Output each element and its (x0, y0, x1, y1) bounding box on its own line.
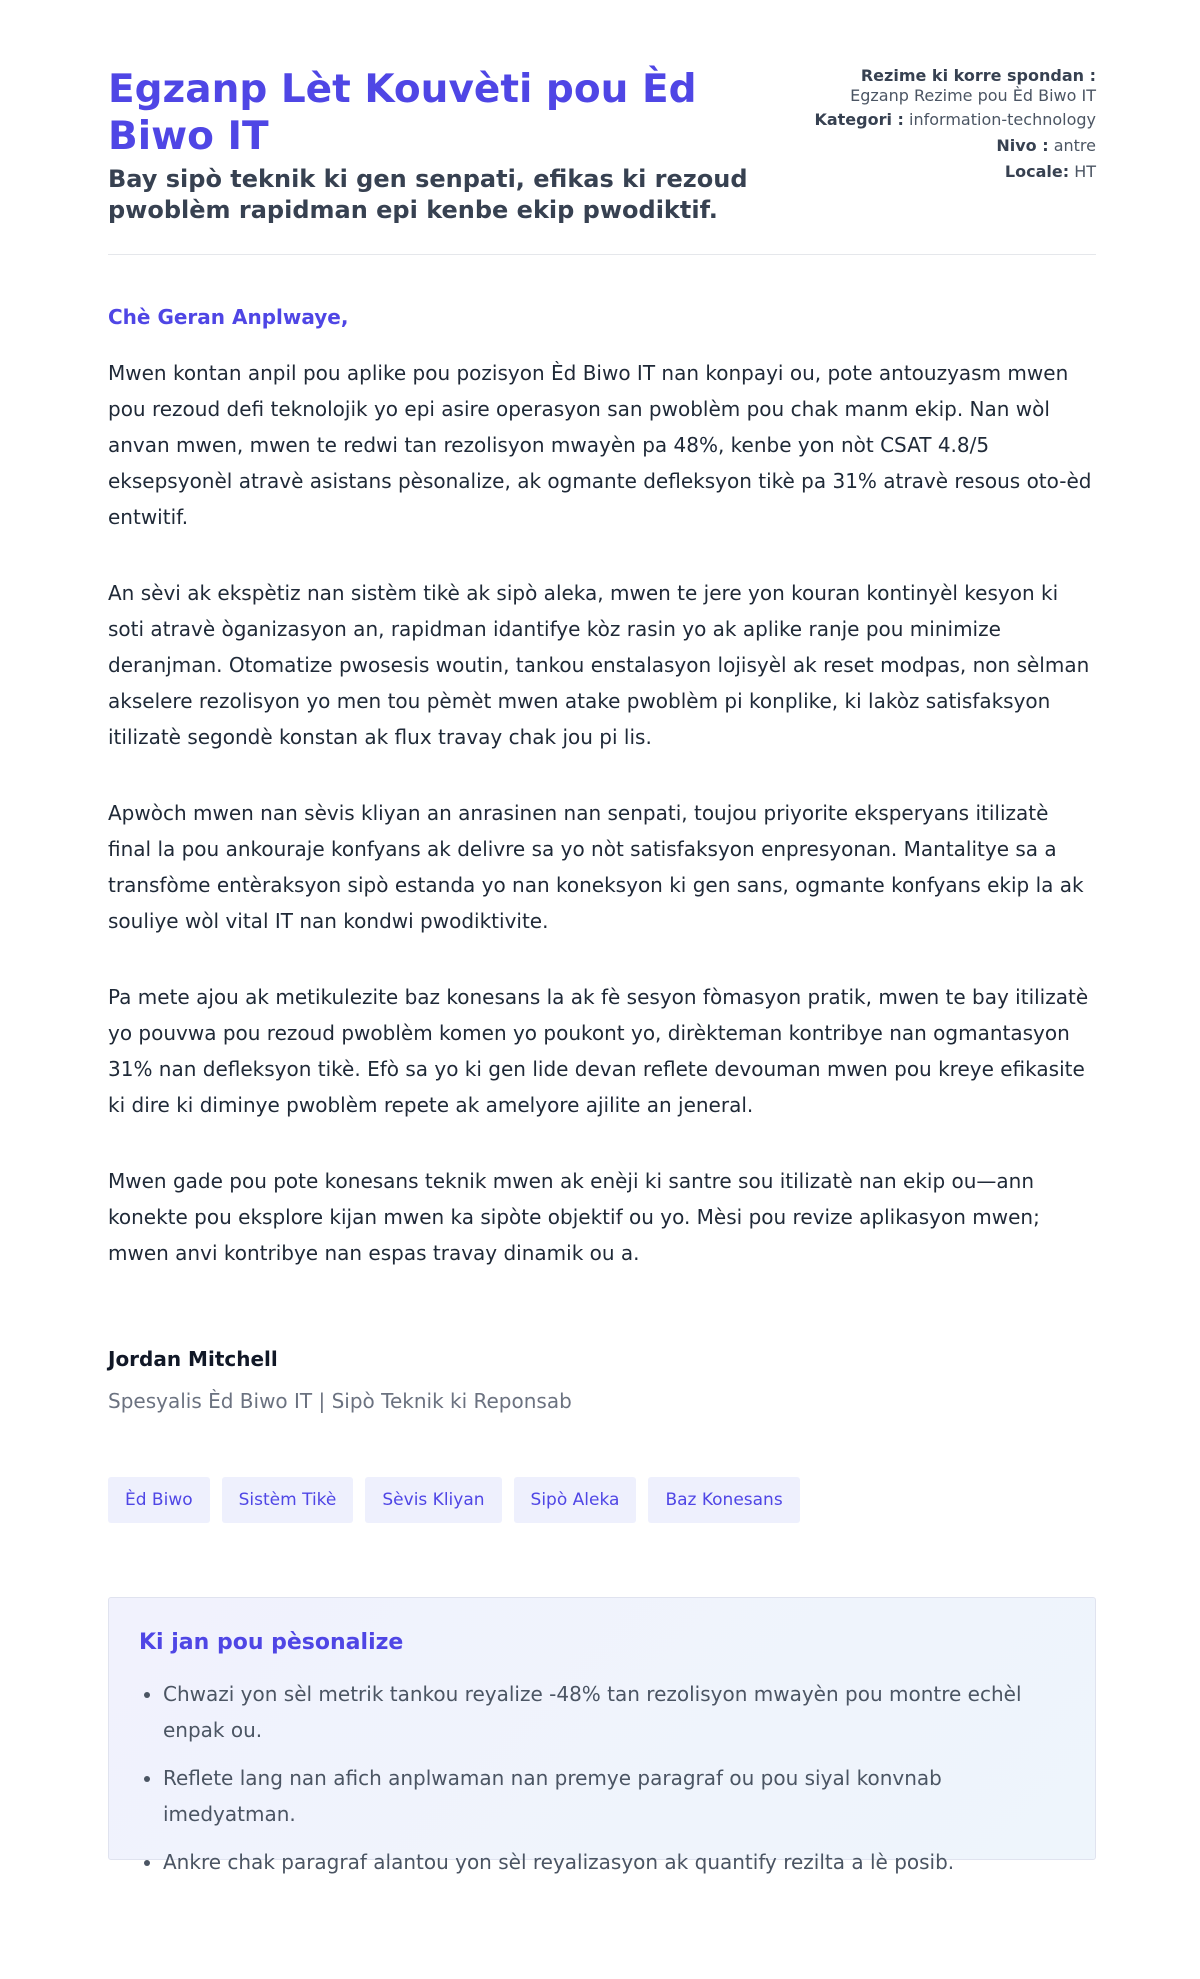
letter-paragraph: An sèvi ak ekspètiz nan sistèm tikè ak sipò aleka, mwen te jere yon kouran kontinyèl kesyon ki soti atravè òganizasyon an, rapidman idantifye kòz rasin yo ak aplike ranje pou minimize deranjman. Otomatize pwosesis woutin, tankou enstalasyon lojisyèl ak reset modpas, non sèlman akselere rezolisyon yo men tou pèmèt mwen atake pwoblèm pi konplike, ki lakòz satisfaksyon itilizatè segondè konstan ak flux travay chak jou pi lis. (108, 581, 1090, 749)
skill-tag: Sistèm Tikè (222, 1477, 354, 1523)
meta-resume (806, 66, 1096, 106)
signature-name: Jordan Mitchell (108, 1347, 278, 1371)
meta-resume-label: Rezime ki korre spondan : (860, 66, 1096, 85)
tip-item: • Reflete lang nan afich anplwaman nan premye paragraf ou pou siyal konvnab imedyatman. (163, 1760, 1065, 1832)
cover-letter-page (108, 0, 1096, 1874)
customize-tips-box (108, 1597, 1096, 1874)
letter-greeting: Chè Geran Anplwaye, (108, 305, 349, 329)
skill-tag: Sèvis Kliyan (365, 1477, 501, 1523)
meta-category-label: Kategori : (814, 110, 904, 129)
letter-header (108, 0, 1096, 255)
meta-category (806, 110, 1096, 130)
letter-paragraph: Mwen gade pou pote konesans teknik mwen ak enèji ki santre sou itilizatè nan ekip ou—ann konekte pou eksplore kijan mwen ka sipòte objektif ou yo. Mèsi pou revize aplikasyon mwen; mwen anvi kontribye nan espas travay dinamik ou a. (108, 1169, 1040, 1265)
page-title: Egzanp Lèt Kouvèti pou Èd Biwo IT (108, 67, 697, 159)
meta-locale-value: HT (1074, 162, 1096, 181)
tips-list (139, 1676, 1065, 1880)
tips-title: Ki jan pou pèsonalize (139, 1630, 404, 1655)
meta-locale (806, 162, 1096, 182)
meta-category-value: information-technology (909, 110, 1096, 129)
skill-tag: Sipò Aleka (514, 1477, 637, 1523)
signature-role: Spesyalis Èd Biwo IT | Sipò Teknik ki Reponsab (108, 1389, 572, 1413)
skill-tags (108, 1477, 1096, 1523)
meta-level-label: Nivo : (996, 136, 1049, 155)
letter-body (108, 355, 1096, 1271)
tip-item: • Ankre chak paragraf alantou yon sèl reyalizasyon ak quantify rezilta a lè posib. (163, 1844, 1065, 1880)
signature-block (108, 1345, 1096, 1415)
meta-locale-label: Locale: (1004, 162, 1070, 181)
meta-panel (806, 66, 1096, 188)
skill-tag: Baz Konesans (648, 1477, 799, 1523)
meta-level-value: antre (1053, 136, 1096, 155)
skill-tag: Èd Biwo (108, 1477, 210, 1523)
meta-level (806, 136, 1096, 156)
meta-resume-value: Egzanp Rezime pou Èd Biwo IT (850, 86, 1096, 105)
letter-paragraph: Pa mete ajou ak metikulezite baz konesans la ak fè sesyon fòmasyon pratik, mwen te bay itilizatè yo pouvwa pou rezoud pwoblèm komen yo poukont yo, dirèkteman kontribye nan ogmantasyon 31% nan defleksyon tikè. Efò sa yo ki gen lide devan reflete devouman mwen pou kreye efikasite ki dire ki diminye pwoblèm repete ak amelyore ajilite an jeneral. (108, 985, 1089, 1117)
letter-paragraph: Mwen kontan anpil pou aplike pou pozisyon Èd Biwo IT nan konpayi ou, pote antouzyasm mwen pou rezoud defi teknolojik yo epi asire operasyon san pwoblèm pou chak manm ekip. Nan wòl anvan mwen, mwen te redwi tan rezolisyon mwayèn pa 48%, kenbe yon nòt CSAT 4.8/5 eksepsyonèl atravè asistans pèsonalize, ak ogmante defleksyon tikè pa 31% atravè resous oto-èd entwitif. (108, 361, 1092, 529)
tip-item: • Chwazi yon sèl metrik tankou reyalize -48% tan rezolisyon mwayèn pou montre echèl enpak ou. (163, 1676, 1065, 1748)
letter-paragraph: Apwòch mwen nan sèvis kliyan an anrasinen nan senpati, toujou priyorite eksperyans itilizatè final la pou ankouraje konfyans ak delivre sa yo nòt satisfaksyon enpresyonan. Mantalitye sa a transfòme entèraksyon sipò estanda yo nan koneksyon ki gen sans, ogmante konfyans ekip la ak souliye wòl vital IT nan kondwi pwodiktivite. (108, 801, 1084, 933)
page-subtitle: Bay sipò teknik ki gen senpati, efikas ki rezoud pwoblèm rapidman epi kenbe ekip pwodiktif. (108, 165, 748, 224)
